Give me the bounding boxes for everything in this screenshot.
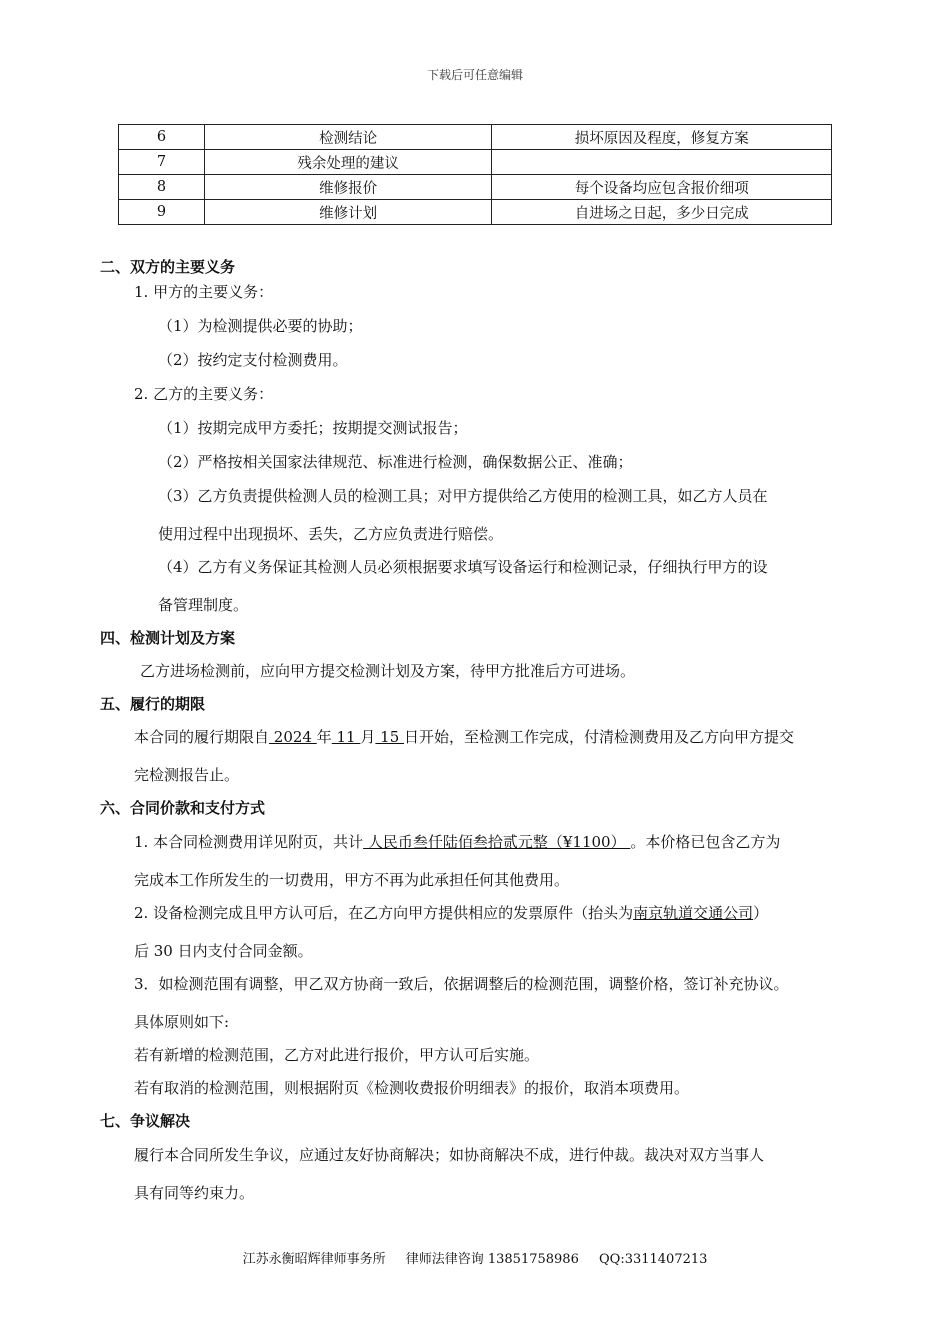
term-paragraph-line-1: [134, 726, 794, 747]
term-text-prefix: 本合同的履行期限自: [134, 728, 270, 746]
price-clause-2-line-1: [134, 902, 768, 923]
detection-items-table: [118, 124, 832, 225]
footer-law-firm: 江苏永衡昭辉律师事务所: [242, 1252, 386, 1267]
year-char: 年: [316, 728, 332, 746]
section-heading-term: 五、履行的期限: [100, 695, 206, 713]
row-item: 维修报价: [204, 175, 492, 200]
footer-phone: 律师法律咨询 13851758986: [405, 1252, 579, 1267]
plan-paragraph: 乙方进场检测前，应向甲方提交检测计划及方案，待甲方批准后方可进场。: [140, 662, 636, 680]
price-clause-2-line-2: 后 30 日内支付合同金额。: [134, 942, 313, 960]
party-b-item-1: （1）按期完成甲方委托；按期提交测试报告；: [158, 419, 468, 437]
row-note: 每个设备均应包含报价细项: [492, 175, 832, 200]
page-footer: [0, 1248, 950, 1267]
table-row: [119, 200, 832, 225]
row-number: 6: [119, 125, 205, 150]
invoice-text-prefix: 2. 设备检测完成且甲方认可后，在乙方向甲方提供相应的发票原件（抬头为: [134, 904, 634, 922]
party-b-item-4-line-2: 备管理制度。: [158, 596, 249, 614]
price-principle-add: 若有新增的检测范围，乙方对此进行报价，甲方认可后实施。: [134, 1046, 540, 1064]
party-b-item-3-line-2: 使用过程中出现损坏、丢失，乙方应负责进行赔偿。: [158, 525, 504, 543]
row-number: 7: [119, 150, 205, 175]
price-text-prefix: 1. 本合同检测费用详见附页，共计: [134, 833, 364, 851]
table-row: [119, 150, 832, 175]
term-text-suffix: 日开始，至检测工作完成，付清检测费用及乙方向甲方提交: [404, 728, 795, 746]
party-a-item-1: （1）为检测提供必要的协助；: [158, 317, 363, 335]
row-note: 自进场之日起，多少日完成: [492, 200, 832, 225]
table-row: [119, 175, 832, 200]
row-note: [492, 150, 832, 175]
price-principle-cancel: 若有取消的检测范围，则根据附页《检测收费报价明细表》的报价，取消本项费用。: [134, 1079, 690, 1097]
row-item: 维修计划: [204, 200, 492, 225]
invoice-text-suffix: ）: [753, 904, 769, 922]
term-start-month: 11: [331, 728, 361, 746]
page-header: 下载后可任意编辑: [426, 68, 523, 82]
dispute-paragraph-line-1: 履行本合同所发生争议，应通过友好协商解决；如协商解决不成，进行仲裁。裁决对双方当事人: [134, 1146, 765, 1164]
dispute-paragraph-line-2: 具有同等约束力。: [134, 1184, 255, 1202]
month-char: 月: [360, 728, 376, 746]
party-a-obligations-heading: 1. 甲方的主要义务：: [134, 283, 274, 301]
price-principles-heading: 具体原则如下:: [134, 1013, 230, 1031]
term-paragraph-line-2: 完检测报告止。: [134, 766, 240, 784]
party-b-item-3-line-1: （3）乙方负责提供检测人员的检测工具；对甲方提供给乙方使用的检测工具，如乙方人员在: [158, 487, 768, 505]
party-b-obligations-heading: 2. 乙方的主要义务：: [134, 385, 274, 403]
section-heading-price: 六、合同价款和支付方式: [100, 799, 266, 817]
section-heading-plan: 四、检测计划及方案: [100, 629, 236, 647]
party-b-item-2: （2）严格按相关国家法律规范、标准进行检测，确保数据公正、准确；: [158, 453, 633, 471]
row-number: 9: [119, 200, 205, 225]
party-b-item-4-line-1: （4）乙方有义务保证其检测人员必须根据要求填写设备运行和检测记录，仔细执行甲方的设: [158, 558, 768, 576]
price-clause-3: 3．如检测范围有调整，甲乙双方协商一致后，依据调整后的检测范围，调整价格，签订补充协议。: [134, 975, 789, 993]
row-item: 残余处理的建议: [204, 150, 492, 175]
row-number: 8: [119, 175, 205, 200]
price-clause-1-line-2: 完成本工作所发生的一切费用，甲方不再为此承担任何其他费用。: [134, 871, 570, 889]
row-item: 检测结论: [204, 125, 492, 150]
price-text-suffix: 。本价格已包含乙方为: [630, 833, 781, 851]
contract-amount: 人民币叁仟陆佰叁拾贰元整（¥1100）: [363, 833, 631, 851]
term-start-day: 15: [375, 728, 405, 746]
price-clause-1-line-1: [134, 831, 780, 852]
term-start-year: 2024: [269, 728, 317, 746]
section-heading-dispute: 七、争议解决: [100, 1112, 191, 1130]
invoice-payee: 南京轨道交通公司: [633, 904, 754, 922]
party-a-item-2: （2）按约定支付检测费用。: [158, 351, 348, 369]
footer-qq: QQ:3311407213: [599, 1252, 708, 1267]
table-row: [119, 125, 832, 150]
section-heading-obligations: 二、双方的主要义务: [100, 258, 236, 276]
row-note: 损坏原因及程度，修复方案: [492, 125, 832, 150]
